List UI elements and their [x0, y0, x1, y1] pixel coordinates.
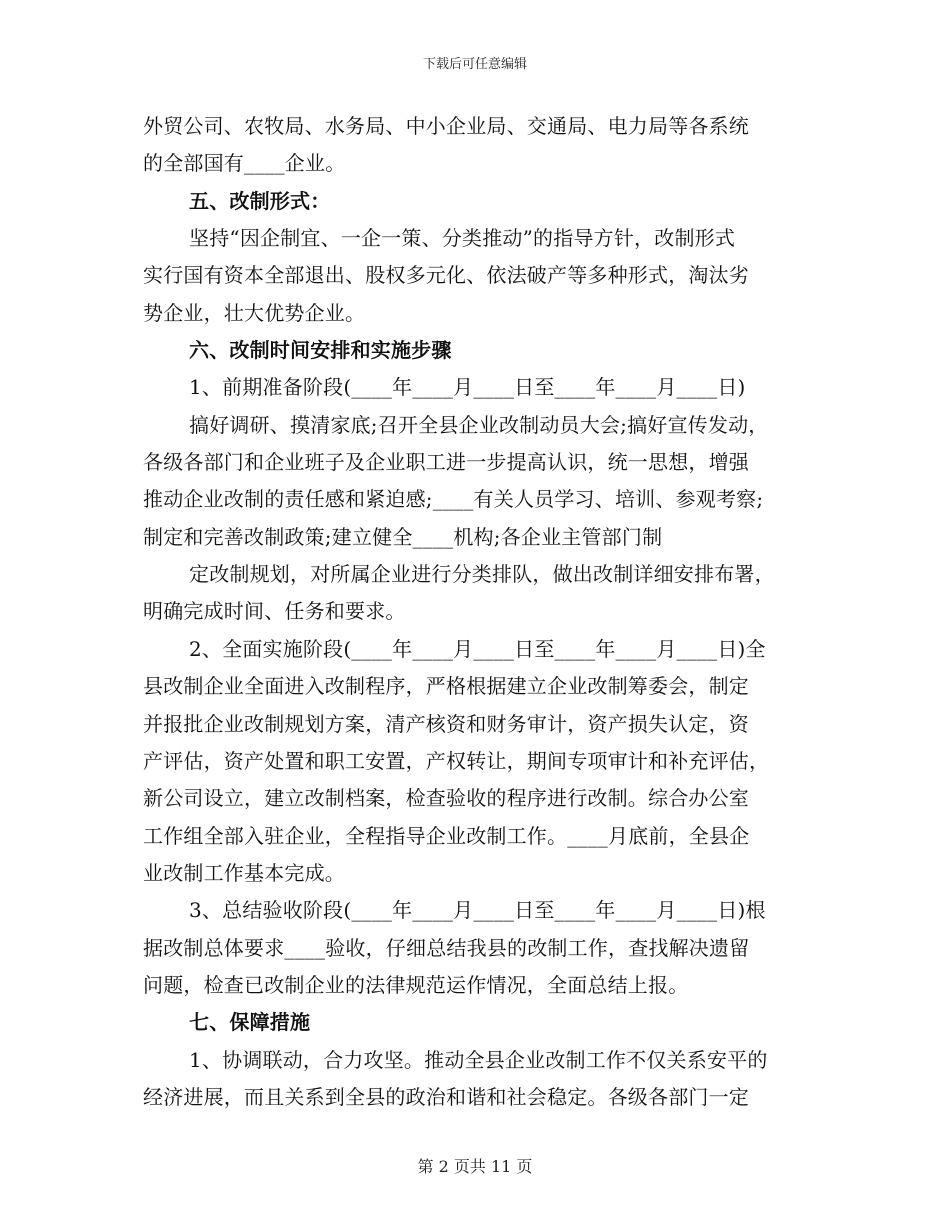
- text-line: 工作组全部入驻企业，全程指导企业改制工作。____月底前，全县企: [143, 823, 750, 848]
- text-line: 的全部国有____企业。: [143, 151, 346, 176]
- text-line: 势企业，壮大优势企业。: [143, 300, 366, 325]
- text-line: 县改制企业全面进入改制程序，严格根据建立企业改制筹委会，制定: [143, 674, 749, 699]
- text-line: 产评估，资产处置和职工安置，产权转让，期间专项审计和补充评估，: [143, 748, 770, 773]
- text-line: 搞好调研、摸清家底;召开全县企业改制动员大会;搞好宣传发动，: [189, 412, 769, 437]
- text-line: 制定和完善改制政策;建立健全____机构;各企业主管部门制: [143, 524, 663, 549]
- section-heading: 七、保障措施: [189, 1010, 311, 1035]
- text-line: 推动企业改制的责任感和紧迫感;____有关人员学习、培训、参观考察;: [143, 487, 764, 512]
- text-line: 经济进展，而且关系到全县的政治和谐和社会稳定。各级各部门一定: [143, 1084, 749, 1109]
- text-line: 新公司设立，建立改制档案，检查验收的程序进行改制。综合办公室: [143, 786, 749, 811]
- text-line: 各级各部门和企业班子及企业职工进一步提高认识，统一思想，增强: [143, 450, 749, 475]
- paragraph-lines: [143, 108, 815, 1116]
- text-line: 坚持“因企制宜、一企一策、分类推动”的指导方针，改制形式: [189, 226, 736, 251]
- section-heading: 六、改制时间安排和实施步骤: [189, 338, 452, 363]
- text-line: 外贸公司、农牧局、水务局、中小企业局、交通局、电力局等各系统: [143, 114, 749, 138]
- text-line: 1、协调联动，合力攻坚。推动全县企业改制工作不仅关系安平的: [189, 1047, 768, 1072]
- text-line: 1、前期准备阶段(____年____月____日至____年____月____日): [189, 375, 746, 400]
- section-heading: 五、改制形式：: [189, 188, 331, 213]
- text-line: 问题，检查已改制企业的法律规范运作情况，全面总结上报。: [143, 972, 689, 997]
- text-line: 业改制工作基本完成。: [143, 860, 345, 885]
- text-line: 据改制总体要求____验收，仔细总结我县的改制工作，查找解决遗留: [143, 935, 750, 960]
- document-body: [143, 108, 815, 1116]
- text-line: 3、总结验收阶段(____年____月____日至____年____月____日)根: [189, 898, 766, 923]
- page-footer: 第 2 页共 11 页: [417, 1157, 533, 1176]
- text-line: 明确完成时间、任务和要求。: [143, 599, 406, 624]
- text-line: 实行国有资本全部退出、股权多元化、依法破产等多种形式，淘汰劣: [143, 263, 749, 288]
- text-line: 2、全面实施阶段(____年____月____日至____年____月____日)全: [189, 636, 766, 661]
- page-header: 下载后可任意编辑: [422, 57, 527, 72]
- text-line: 并报批企业改制规划方案，清产核资和财务审计，资产损失认定，资: [143, 711, 749, 736]
- text-line: 定改制规划，对所属企业进行分类排队，做出改制详细安排布署，: [189, 562, 775, 587]
